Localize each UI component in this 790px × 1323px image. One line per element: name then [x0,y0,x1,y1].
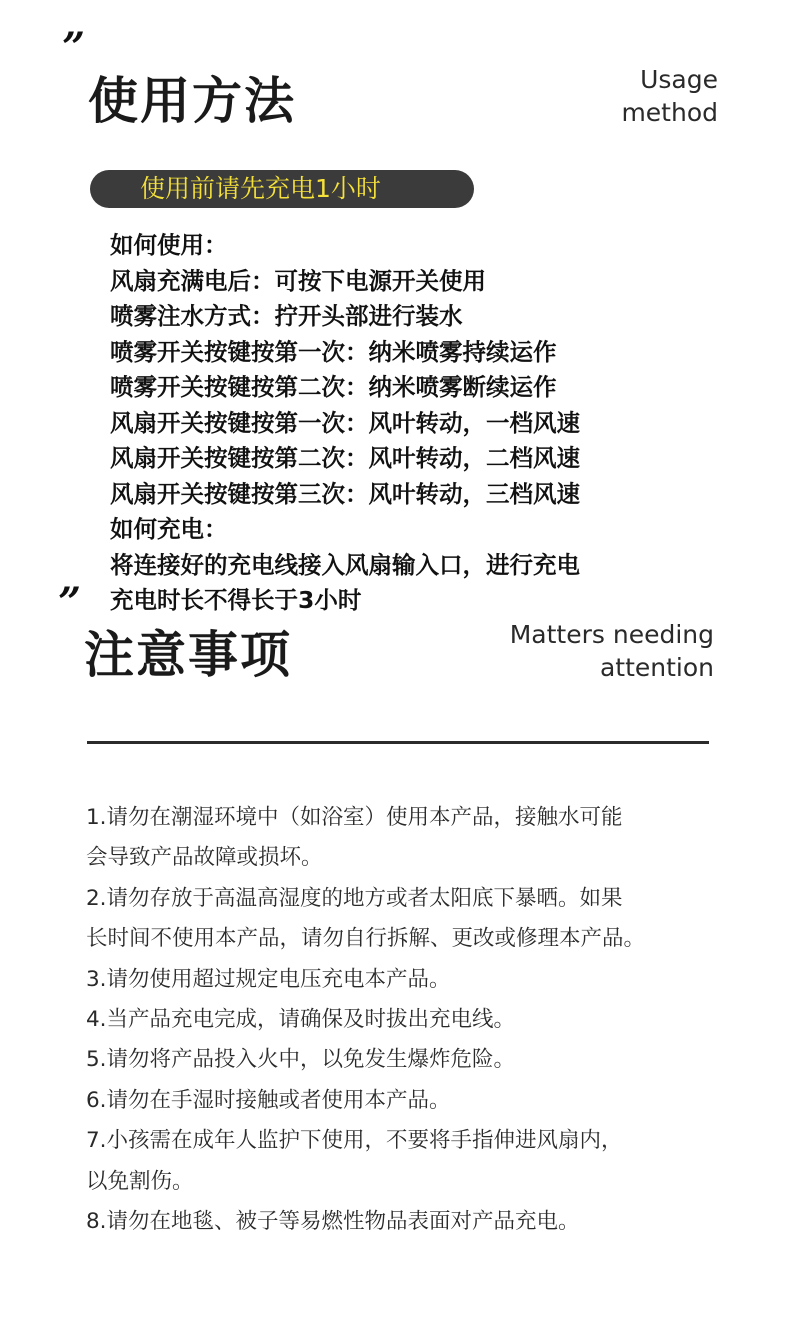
usage-subtitle-en: Usage method [621,65,718,127]
usage-line: 将连接好的充电线接入风扇输入口，进行充电 [110,550,580,579]
note-line: 4.当产品充电完成，请确保及时拔出充电线。 [86,1007,516,1033]
note-line: 以免割伤。 [86,1168,194,1194]
quote-mark-icon: ” [58,579,82,626]
note-line: 长时间不使用本产品，请勿自行拆解、更改或修理本产品。 [86,926,646,952]
note-line: 7.小孩需在成年人监护下使用，不要将手指伸进风扇内， [86,1128,623,1154]
attention-notes [86,798,736,1242]
note-line: 5.请勿将产品投入火中，以免发生爆炸危险。 [86,1047,516,1073]
usage-line: 充电时长不得长于3小时 [110,586,362,614]
attention-subtitle-en: Matters needing attention [509,620,714,682]
usage-line: 喷雾开关按键按第二次：纳米喷雾断续运作 [110,373,557,401]
charge-notice-badge: 使用前请先充电1小时 [90,170,474,208]
note-line: 会导致产品故障或损坏。 [86,845,323,871]
usage-line: 如何充电： [110,515,228,543]
quote-mark-icon: ” [62,24,86,71]
attention-title: 注意事项 [84,626,292,684]
usage-line: 风扇开关按键按第二次：风叶转动，二档风速 [110,444,580,472]
usage-title: 使用方法 [88,72,296,130]
usage-line: 风扇开关按键按第一次：风叶转动，一档风速 [110,408,580,437]
usage-line: 风扇充满电后：可按下电源开关使用 [110,266,486,295]
usage-line: 如何使用： [110,231,228,259]
usage-line: 风扇开关按键按第三次：风叶转动，三档风速 [110,479,580,508]
usage-instructions [110,228,710,619]
section-divider [87,741,709,744]
usage-line: 喷雾注水方式：拧开头部进行装水 [110,302,463,330]
note-line: 2.请勿存放于高温高湿度的地方或者太阳底下暴晒。如果 [86,885,623,911]
note-line: 6.请勿在手湿时接触或者使用本产品。 [86,1087,451,1113]
note-line: 3.请勿使用超过规定电压充电本产品。 [86,966,451,992]
note-line: 8.请勿在地毯、被子等易燃性物品表面对产品充电。 [86,1209,580,1235]
note-line: 1.请勿在潮湿环境中（如浴室）使用本产品，接触水可能 [86,805,623,830]
usage-line: 喷雾开关按键按第一次：纳米喷雾持续运作 [110,337,557,366]
